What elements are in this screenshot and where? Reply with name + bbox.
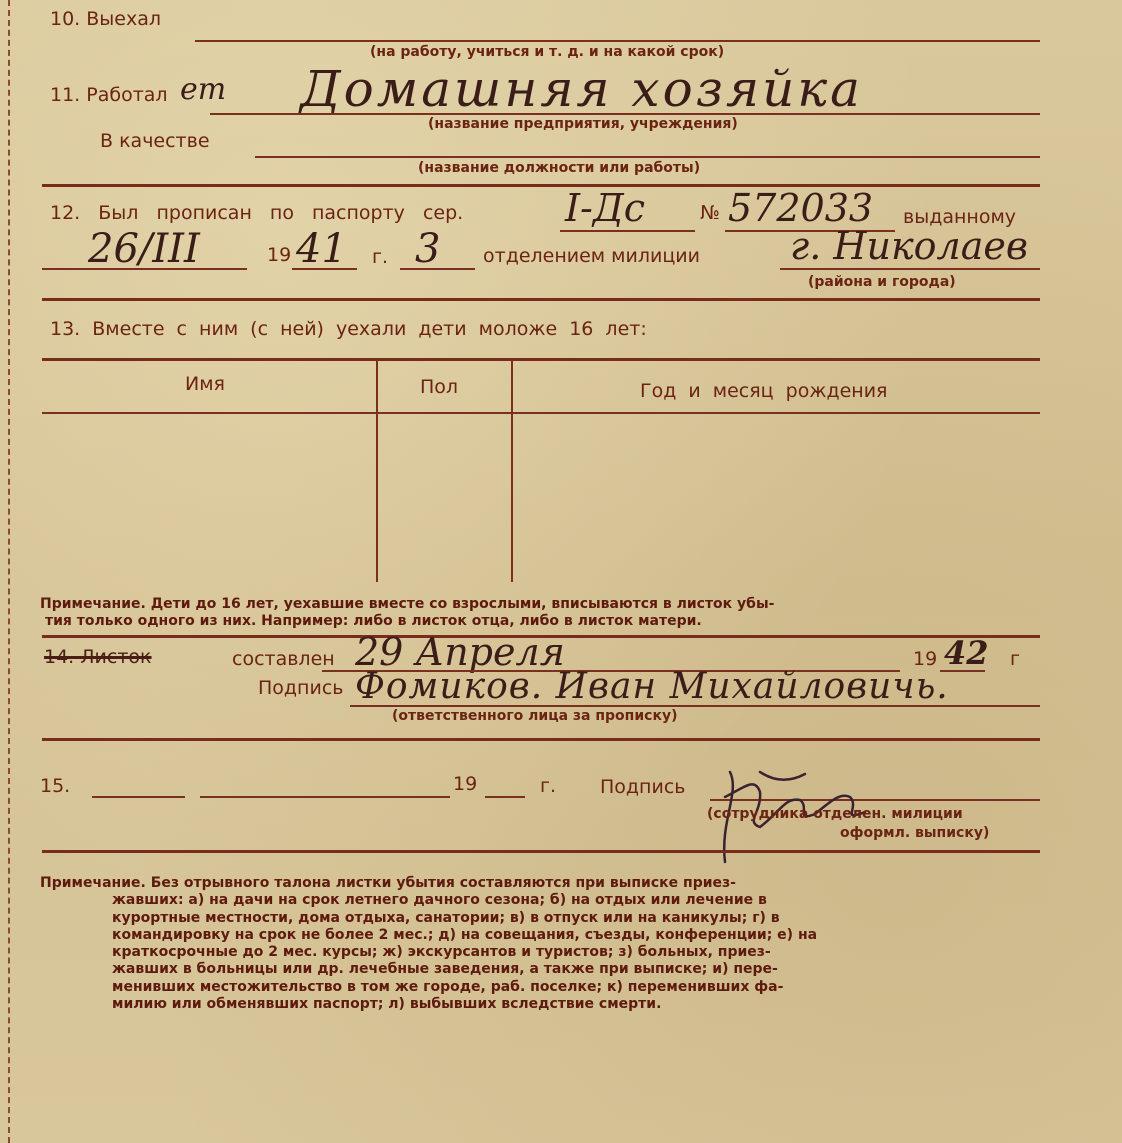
section12-dept-label: отделением милиции [483, 245, 700, 267]
section14-label-struck: 14. Листок [44, 646, 152, 668]
section12-city-underline [780, 268, 1040, 270]
section10-underline [195, 40, 1040, 42]
note1 [40, 596, 774, 631]
section11-hand-prefix: ет [180, 72, 227, 107]
section15-year-suffix: г. [540, 775, 557, 797]
section14-hint: (ответственного лица за прописку) [392, 708, 678, 724]
note2-line: жавших: а) на дачи на срок летнего дачного сезона; б) на отдых или лечение в [112, 892, 767, 909]
note2 [40, 875, 817, 1013]
section12-dept-underline [400, 268, 475, 270]
section12-issued-label: выданному [903, 206, 1017, 228]
children-table-header-border [42, 412, 1040, 414]
section14-date: 29 Апреля [355, 630, 565, 674]
section11-label: 11. Работал [50, 84, 168, 106]
note2-line: краткосрочные до 2 мес. курсы; ж) экскурсантов и туристов; з) больных, приез- [112, 944, 771, 961]
section14-year-suffix: г [1010, 648, 1020, 670]
section12-hint-city: (района и города) [808, 274, 956, 290]
section12-year-underline [292, 268, 357, 270]
children-table-col-divider [511, 360, 513, 582]
note1-line: тия только одного из них. Например: либо в листок отца, либо в листок матери. [45, 613, 702, 630]
note2-line: менивших местожительство в том же городе, раб. поселке; к) переменивших фа- [112, 978, 784, 995]
section14-year: 42 [944, 634, 989, 672]
note2-line: курортные местности, дома отдыха, санатории; в) в отпуск или на каникулы; г) в [112, 909, 780, 926]
section15-year-underline [485, 796, 525, 798]
section10-label: 10. Выехал [50, 8, 162, 30]
section12-year-suffix: г. [372, 246, 389, 268]
children-table-col-divider [376, 360, 378, 582]
section12-city: г. Николаев [790, 224, 1029, 268]
section15-day-underline [92, 796, 185, 798]
note2-line: Примечание. Без отрывного талона листки убытия составляются при выписке приез- [40, 875, 736, 891]
section14-year-prefix: 19 [913, 648, 938, 670]
section12-number: 572033 [728, 186, 874, 230]
children-table-header-sex: Пол [420, 376, 459, 398]
divider [42, 184, 1040, 187]
children-table-header-name: Имя [185, 373, 225, 395]
section11-hint-org: (название предприятия, учреждения) [428, 116, 738, 132]
note2-line: милию или обменявших паспорт; л) выбывших вследствие смерти. [112, 996, 662, 1013]
section12-year: 41 [296, 226, 347, 272]
section11-occupation: Домашняя хозяйка [300, 60, 863, 118]
section15-year-prefix: 19 [453, 773, 478, 795]
children-table-header-birth: Год и месяц рождения [640, 380, 888, 402]
section11-capacity-underline [255, 156, 1040, 158]
note2-line: жавших в больницы или др. лечебные заведения, а также при выписке; и) пере- [112, 961, 778, 978]
section12-date: 26/III [88, 226, 200, 272]
section12-dept-number: 3 [415, 226, 441, 272]
section10-hint: (на работу, учиться и т. д. и на какой срок) [370, 44, 725, 60]
section11-hint-position: (название должности или работы) [418, 160, 701, 176]
section14-signature-underline [350, 705, 1040, 707]
section15-signature-label: Подпись [600, 776, 686, 798]
note1-line: Примечание. Дети до 16 лет, уехавшие вместе со взрослыми, вписываются в листок убы- [40, 596, 775, 612]
divider [42, 298, 1040, 301]
children-table-top-border [42, 358, 1040, 361]
perforation-line [8, 0, 10, 1143]
note2-line: командировку на срок не более 2 мес.; д) на совещания, съезды, конференции; е) на [112, 926, 818, 943]
section11-underline [210, 113, 1040, 115]
section13-label: 13. Вместе с ним (с ней) уехали дети моложе 16 лет: [50, 318, 647, 340]
section12-date-underline [42, 268, 247, 270]
section15-hint-line1: (сотрудника отделен. милиции [707, 806, 963, 822]
section14-signature-label: Подпись [258, 677, 344, 699]
section15-label: 15. [40, 775, 71, 797]
section12-label: 12. Был прописан по паспорту сер. [50, 202, 464, 224]
section12-series: I-Дс [565, 186, 646, 230]
section14-signature: Фомиков. Иван Михайловичь. [355, 666, 949, 707]
section15-month-underline [200, 796, 450, 798]
section14-label-suffix: составлен [232, 648, 335, 670]
section15-hint-line2: оформл. выписку) [840, 825, 990, 841]
divider [42, 850, 1040, 853]
divider [42, 738, 1040, 741]
section12-year-prefix: 19 [267, 244, 292, 266]
section12-series-underline [560, 230, 695, 232]
section11-capacity-label: В качестве [100, 130, 210, 152]
section12-number-label: № [700, 202, 720, 224]
